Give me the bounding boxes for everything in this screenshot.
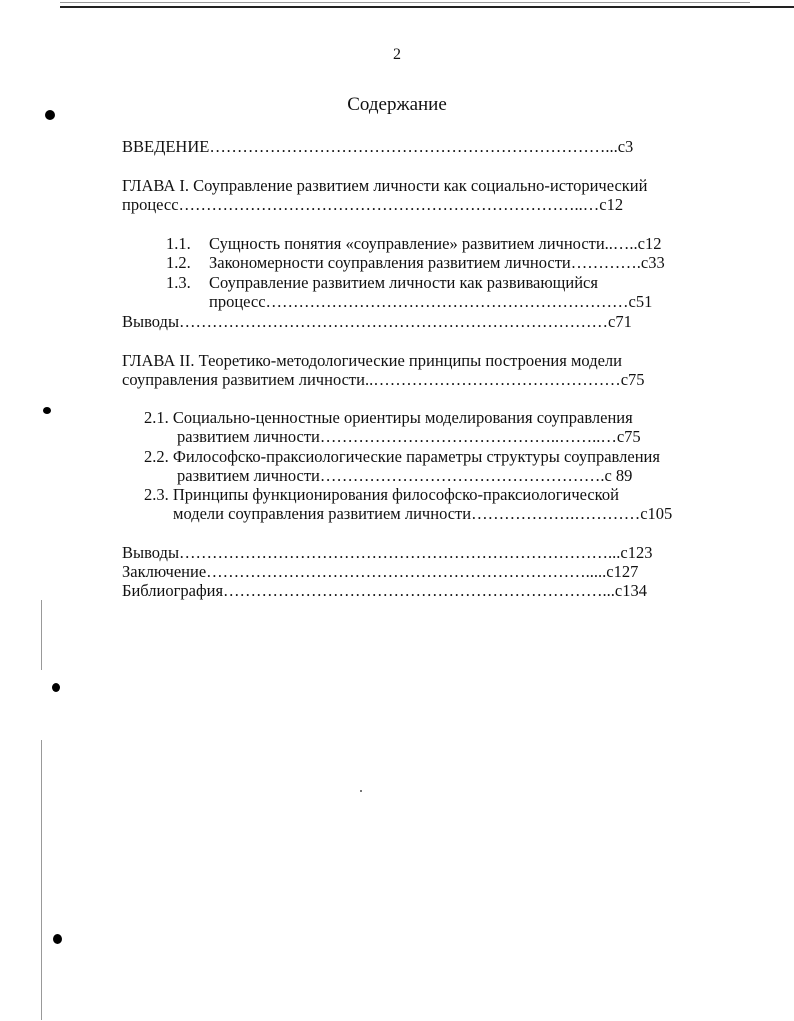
binding-hole-mark bbox=[53, 934, 62, 944]
toc-section-2-1: 2.1. Социально-ценностные ориентиры моделирования соуправления bbox=[144, 408, 633, 427]
toc-section-1-1: Сущность понятия «соуправление» развитием личности..…..с12 bbox=[209, 234, 662, 253]
toc-section-2-3-cont: модели соуправления развитием личности……………….…………с105 bbox=[173, 504, 673, 523]
toc-conclusions-1: Выводы……………………………………………………………………с71 bbox=[122, 312, 632, 331]
toc-section-2-1-cont: развитием личности……………………………………..……..…с75 bbox=[177, 427, 641, 446]
toc-chapter-1-title: ГЛАВА I. Соуправление развитием личности как социально-исторический bbox=[122, 176, 648, 195]
toc-section-number: 1.2. bbox=[166, 253, 191, 272]
toc-section-2-2-cont: развитием личности…………………………………………….с 89 bbox=[177, 466, 633, 485]
toc-section-1-3-cont: процесс…………………………………………………………с51 bbox=[209, 292, 653, 311]
toc-section-1-3: Соуправление развитием личности как развивающийся bbox=[209, 273, 598, 292]
toc-section-2-2: 2.2. Философско-праксиологические параметры структуры соуправления bbox=[144, 447, 660, 466]
scan-margin-line bbox=[41, 740, 42, 1020]
binding-hole-mark bbox=[43, 407, 51, 414]
page-number: 2 bbox=[393, 46, 401, 63]
scan-speck bbox=[360, 790, 362, 792]
toc-section-1-2: Закономерности соуправления развитием личности………….с33 bbox=[209, 253, 665, 272]
binding-hole-mark bbox=[52, 683, 60, 692]
toc-section-number: 1.3. bbox=[166, 273, 191, 292]
toc-chapter-2-title: ГЛАВА II. Теоретико-методологические принципы построения модели bbox=[122, 351, 622, 370]
scan-edge-line-thin bbox=[60, 2, 750, 3]
toc-section-number: 1.1. bbox=[166, 234, 191, 253]
toc-entry-introduction: ВВЕДЕНИЕ………………………………………………………………...с3 bbox=[122, 137, 634, 156]
toc-section-2-3: 2.3. Принципы функционирования философско-праксиологической bbox=[144, 485, 619, 504]
toc-chapter-2-title-cont: соуправления развитием личности..………………………………………с75 bbox=[122, 370, 645, 389]
toc-bibliography: Библиография……………………………………………………………...с134 bbox=[122, 581, 648, 600]
scan-margin-line bbox=[41, 600, 42, 670]
toc-conclusion: Заключение…………………………………………………………….....с127 bbox=[122, 562, 639, 581]
page-title: Содержание bbox=[347, 94, 447, 115]
scan-edge-line bbox=[60, 6, 794, 8]
toc-chapter-1-title-cont: процесс………………………………………………………………..…с12 bbox=[122, 195, 624, 214]
toc-conclusions-2: Выводы……………………………………………………………………...с123 bbox=[122, 543, 653, 562]
